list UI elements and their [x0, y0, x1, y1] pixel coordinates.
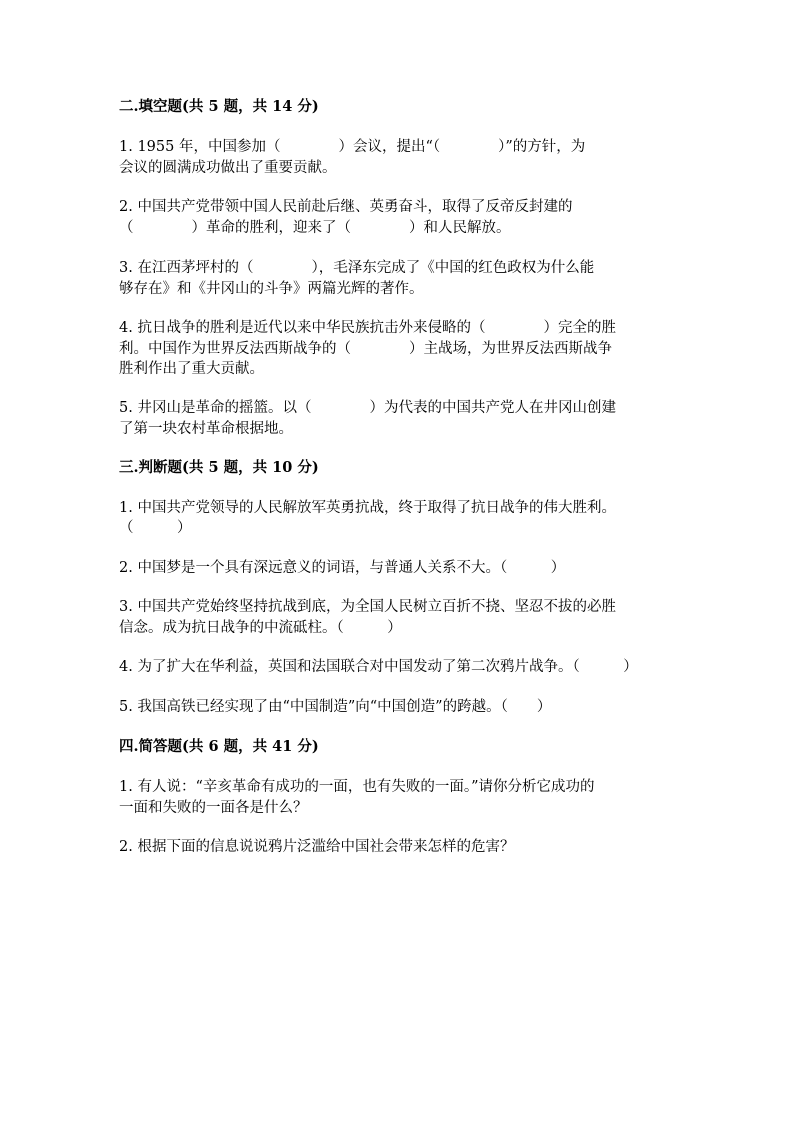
question-line: 够存在》和《井冈山的斗争》两篇光辉的著作。 — [119, 281, 424, 297]
question-line: 胜利作出了重大贡献。 — [119, 361, 264, 377]
question-line: 1. 有人说：“辛亥革命有成功的一面，也有失败的一面。”请你分析它成功的 — [119, 779, 595, 795]
question-line: 2. 中国共产党带领中国人民前赴后继、英勇奋斗，取得了反帝反封建的 — [119, 199, 573, 215]
question-line: （ ）革命的胜利，迎来了（ ）和人民解放。 — [119, 220, 511, 236]
question-line: 1. 中国共产党领导的人民解放军英勇抗战，终于取得了抗日战争的伟大胜利。 — [119, 500, 616, 516]
section-heading-true-false: 三.判断题(共 5 题，共 10 分) — [119, 459, 319, 476]
question-line: 一面和失败的一面各是什么？ — [119, 800, 308, 816]
question-line: 3. 在江西茅坪村的（ ），毛泽东完成了《中国的红色政权为什么能 — [119, 260, 595, 276]
question-line: 2. 中国梦是一个具有深远意义的词语，与普通人关系不大。（ ） — [119, 560, 566, 576]
question-line: 3. 中国共产党始终坚持抗战到底，为全国人民树立百折不挠、坚忍不拔的必胜 — [119, 599, 616, 615]
question-line: 4. 为了扩大在华利益，英国和法国联合对中国发动了第二次鸦片战争。（ ） — [119, 659, 638, 675]
question-line: 了第一块农村革命根据地。 — [119, 421, 293, 437]
question-line: 5. 井冈山是革命的摇篮。以（ ）为代表的中国共产党人在井冈山创建 — [119, 400, 616, 416]
section-heading-fill-in-blank: 二.填空题(共 5 题，共 14 分) — [119, 98, 319, 115]
question-line: 4. 抗日战争的胜利是近代以来中华民族抗击外来侵略的（ ）完全的胜 — [119, 320, 616, 336]
question-line: 利。中国作为世界反法西斯战争的（ ）主战场，为世界反法西斯战争 — [119, 341, 612, 357]
question-line: （ ） — [119, 520, 192, 536]
question-line: 5. 我国高铁已经实现了由“中国制造”向“中国创造”的跨越。（ ） — [119, 699, 552, 715]
section-heading-short-answer: 四.简答题(共 6 题，共 41 分) — [119, 738, 319, 755]
question-line: 会议的圆满成功做出了重要贡献。 — [119, 160, 337, 176]
question-line: 1. 1955 年，中国参加（ ）会议，提出“（ ）”的方针，为 — [119, 139, 586, 155]
question-line: 信念。成为抗日战争的中流砥柱。（ ） — [119, 620, 402, 636]
question-line: 2. 根据下面的信息说说鸦片泛滥给中国社会带来怎样的危害？ — [119, 839, 515, 855]
